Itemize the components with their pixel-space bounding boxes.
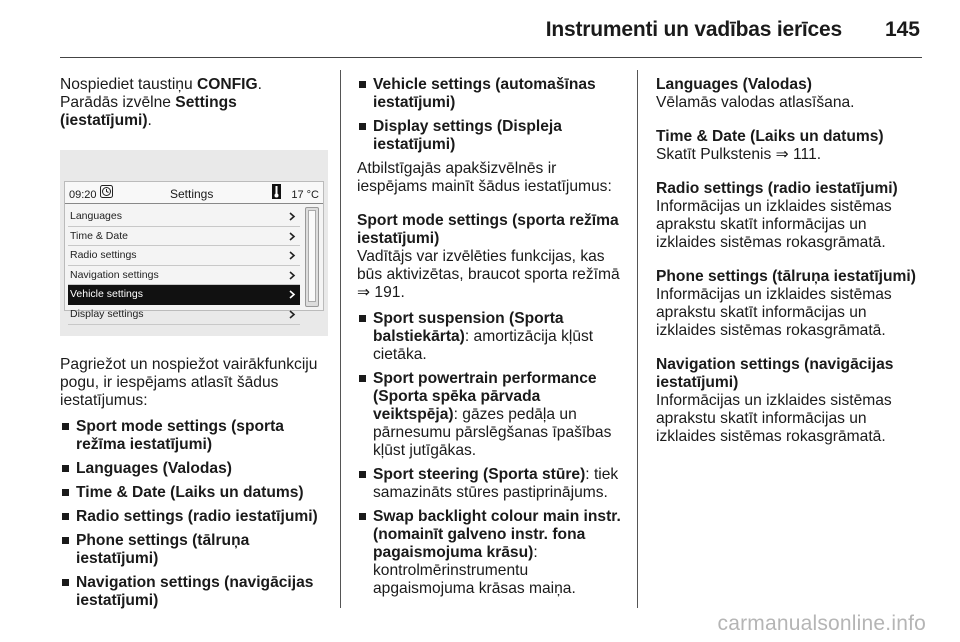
- scrollbar-thumb[interactable]: [308, 210, 316, 302]
- page-title: Instrumenti un vadības ierīces: [545, 18, 842, 41]
- thermometer-icon: [272, 184, 281, 199]
- chevron-right-icon: [288, 310, 296, 319]
- bullet-item: Time & Date (Laiks un datums): [60, 484, 328, 502]
- chevron-right-icon: [288, 232, 296, 241]
- display-screen: [64, 181, 324, 320]
- column-2: [357, 76, 629, 604]
- settings-menu-name: Settings (iestatījumi): [60, 94, 237, 129]
- bullet-item: Navigation settings (navigācijas iestatījumi): [60, 574, 328, 610]
- sport-option-item: Sport suspension (Sporta balstiekārta): amortizācija kļūst cietāka.: [357, 310, 629, 364]
- sport-mode-text: Vadītājs var izvēlēties funkcijas, kas būs aktivizētas, braucot sporta režīmā ⇒ 191.: [357, 248, 620, 301]
- sport-mode-title: Sport mode settings (sporta režīma iestatījumi): [357, 212, 619, 247]
- intro-line-1: Nospiediet taustiņu CONFIG.: [60, 76, 262, 93]
- col2-bullet-list-top: [357, 76, 629, 154]
- screen-menu: [68, 207, 300, 325]
- section-radio-settings: Radio settings (radio iestatījumi) Informācijas un izklaides sistēmas aprakstu skatīt informācijas un izklaides sistēmas rokasgrāmatā.: [656, 180, 898, 251]
- column-divider-1: [340, 70, 341, 608]
- bullet-item: Phone settings (tālruņa iestatījumi): [60, 532, 328, 568]
- header-divider: [60, 57, 922, 58]
- intro-line-2: Parādās izvēlne Settings (iestatījumi).: [60, 94, 237, 129]
- col2-item-list: [357, 310, 629, 598]
- bullet-item: Languages (Valodas): [60, 460, 328, 478]
- bullet-item: Vehicle settings (automašīnas iestatījumi): [357, 76, 629, 112]
- screen-time: 09:20: [69, 189, 97, 201]
- page-number: 145: [884, 18, 920, 41]
- section-time-date: Time & Date (Laiks un datums) Skatīt Pulkstenis ⇒ 111.: [656, 128, 884, 163]
- chevron-right-icon: [288, 251, 296, 260]
- column-1: [60, 76, 328, 616]
- settings-screen-image: [60, 150, 328, 336]
- section-languages: Languages (Valodas) Vēlamās valodas atlasīšana.: [656, 76, 855, 111]
- screen-title: Settings: [170, 187, 214, 201]
- sport-option-item: Sport powertrain performance (Sporta spēka pārvada veiktspēja): gāzes pedāļa un pārnesumu pārslēgšanas īpašības kļūst jutīgākas.: [357, 370, 629, 460]
- page-ref-icon: ⇒: [775, 146, 789, 163]
- bullet-item: Radio settings (radio iestatījumi): [60, 508, 328, 526]
- screen-menu-item[interactable]: Display settings: [68, 305, 300, 325]
- column-3: [656, 76, 924, 462]
- screen-status-bar: [65, 182, 323, 204]
- screen-menu-item[interactable]: Radio settings: [68, 246, 300, 266]
- screen-menu-item[interactable]: Navigation settings: [68, 266, 300, 286]
- page-header: [0, 0, 960, 58]
- col1-paragraph: Pagriežot un nospiežot vairākfunkciju pogu, ir iespējams atlasīt šādus iestatījumus:: [60, 356, 318, 409]
- chevron-right-icon: [288, 290, 296, 299]
- page-ref-icon: ⇒: [357, 284, 371, 301]
- bullet-item: Display settings (Displeja iestatījumi): [357, 118, 629, 154]
- chevron-right-icon: [288, 212, 296, 221]
- column-divider-2: [637, 70, 638, 608]
- col1-bullet-list: [60, 418, 328, 610]
- screen-temperature: 17 °C: [291, 189, 319, 201]
- sport-option-item: Swap backlight colour main instr. (nomainīt galveno instr. fona pagaismojuma krāsu): kontrolmērinstrumentu apgaismojuma krāsas maiņa.: [357, 508, 629, 598]
- screen-menu-item[interactable]: Languages: [68, 207, 300, 227]
- section-phone-settings: Phone settings (tālruņa iestatījumi) Informācijas un izklaides sistēmas aprakstu skatīt informācijas un izklaides sistēmas rokasgrāmatā.: [656, 268, 916, 339]
- col2-paragraph: Atbilstīgajās apakšizvēlnēs ir iespējams mainīt šādus iestatījumus:: [357, 160, 612, 195]
- watermark: carmanualsonline.info: [717, 612, 926, 635]
- screen-scrollbar[interactable]: [305, 207, 319, 307]
- sport-option-item: Sport steering (Sporta stūre): tiek samazināts stūres pastiprinājums.: [357, 466, 629, 502]
- config-key: CONFIG: [196, 76, 258, 93]
- clock-icon: [100, 185, 113, 198]
- screen-menu-item[interactable]: Vehicle settings: [68, 285, 300, 305]
- bullet-item: Sport mode settings (sporta režīma iestatījumi): [60, 418, 328, 454]
- screen-menu-item[interactable]: Time & Date: [68, 227, 300, 247]
- chevron-right-icon: [288, 271, 296, 280]
- section-navigation-settings: Navigation settings (navigācijas iestatījumi) Informācijas un izklaides sistēmas aprakstu skatīt informācijas un izklaides sistēmas rokasgrāmatā.: [656, 356, 894, 445]
